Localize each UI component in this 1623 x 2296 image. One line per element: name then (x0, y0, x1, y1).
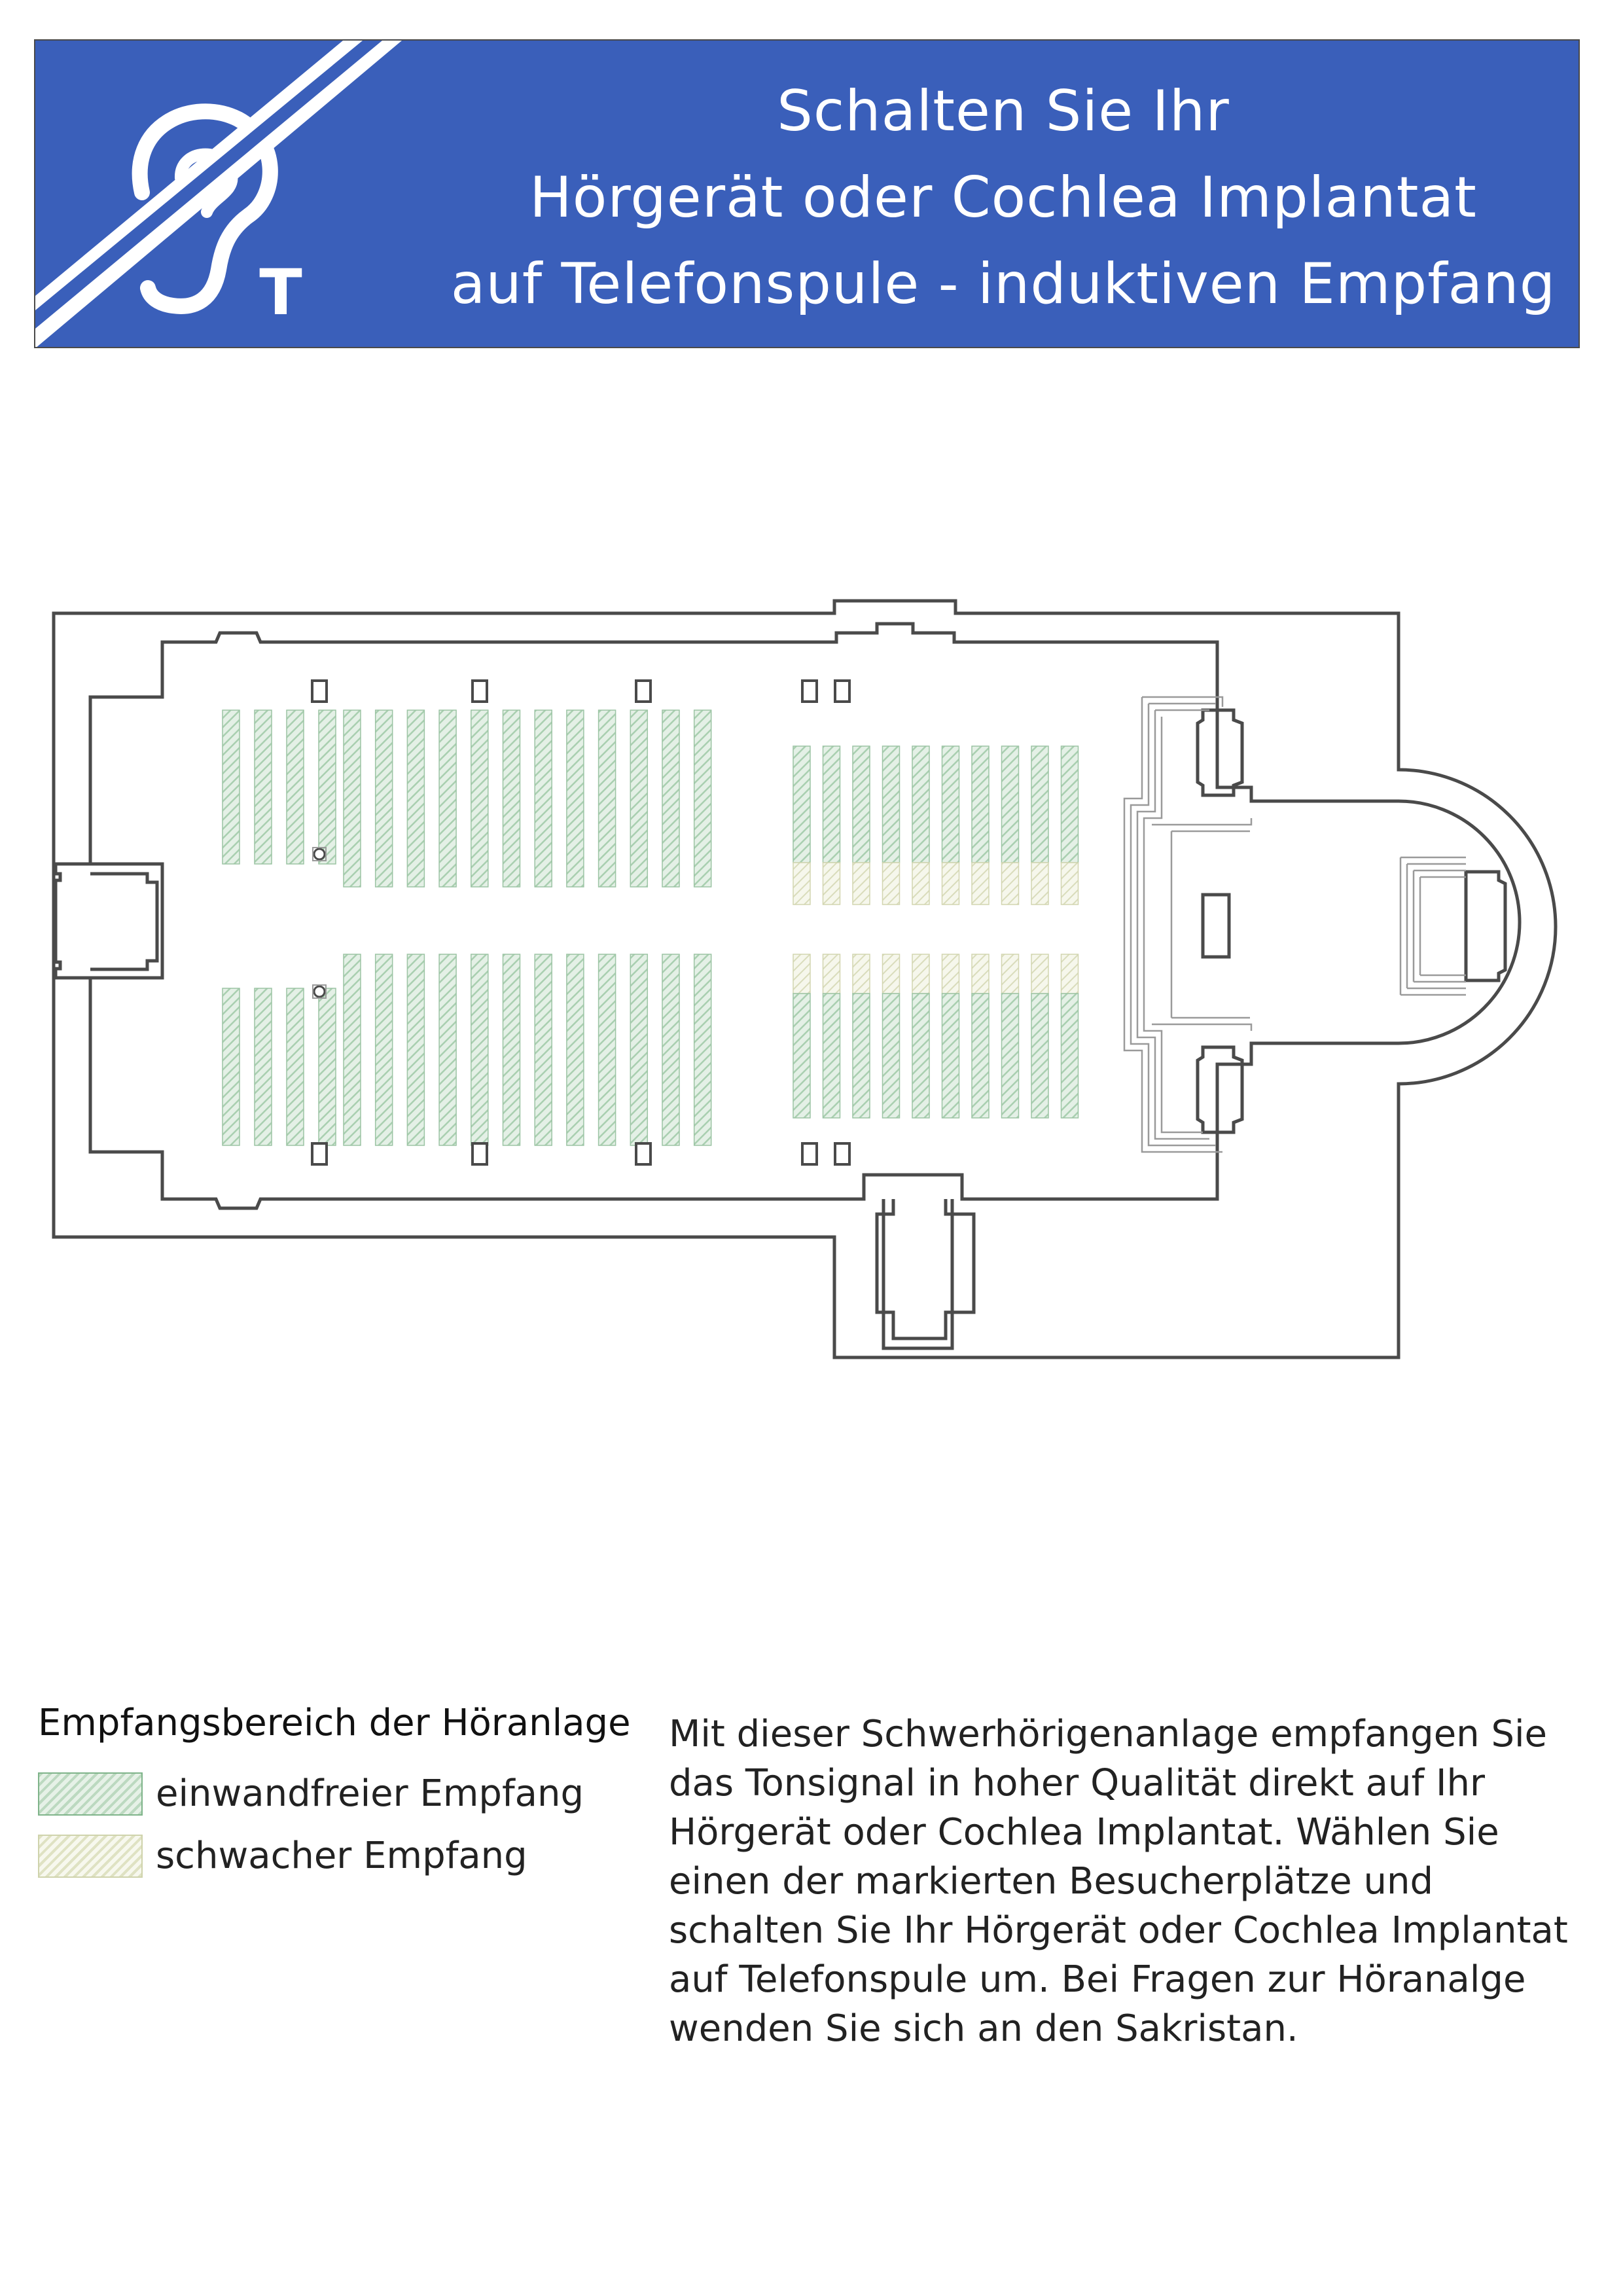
pew-good-reception (287, 988, 304, 1145)
church-floor-plan (0, 569, 1623, 1374)
header-banner (34, 39, 1580, 348)
pew-good-reception (823, 994, 840, 1118)
sacristy-inner (877, 1199, 974, 1338)
pew-good-reception (853, 746, 870, 863)
altar-table (1203, 895, 1229, 957)
pew-good-reception (344, 710, 361, 887)
pew-good-reception (319, 988, 336, 1145)
pew-good-reception (1061, 746, 1079, 863)
pew-weak-reception (883, 954, 900, 994)
pew-good-reception (694, 954, 711, 1145)
pew-weak-reception (1031, 954, 1048, 994)
pew-good-reception (793, 994, 810, 1118)
legend-swatch-good (38, 1772, 143, 1816)
pew-good-reception (223, 988, 240, 1145)
legend-label: einwandfreier Empfang (156, 1772, 584, 1815)
pew-weak-reception (972, 954, 989, 994)
pew-weak-reception (912, 863, 929, 905)
pew-weak-reception (823, 863, 840, 905)
legend-title: Empfangsbereich der Höranlage (38, 1702, 631, 1744)
pew-good-reception (662, 710, 679, 887)
pew-good-reception (407, 710, 424, 887)
pew-good-reception (1031, 746, 1048, 863)
pew-good-reception (883, 994, 900, 1118)
pew-weak-reception (1061, 863, 1079, 905)
pew-weak-reception (942, 863, 959, 905)
nave-inner-wall (90, 624, 1520, 1208)
entrance-porch-inner (90, 874, 157, 969)
legend (38, 1702, 631, 1887)
pew-good-reception (439, 710, 456, 887)
pew-good-reception (471, 710, 488, 887)
pew-good-reception (376, 954, 393, 1145)
loop-amplifier-markers (313, 848, 326, 998)
crossed-ear-symbol (35, 41, 402, 348)
side-altar-bottom (1198, 1047, 1242, 1132)
pew-weak-reception (853, 954, 870, 994)
pew-good-reception (1061, 994, 1079, 1118)
info-text (669, 1710, 1585, 2053)
info-line: schalten Sie Ihr Hörgerät oder Cochlea Implantat (669, 1909, 1568, 1952)
pew-weak-reception (1061, 954, 1079, 994)
entrance-porch (56, 864, 90, 978)
hearing-loop-ear-icon (35, 41, 428, 348)
pew-good-reception (972, 994, 989, 1118)
info-line: Mit dieser Schwerhörigenanlage empfangen Sie (669, 1713, 1548, 1755)
pew-weak-reception (823, 954, 840, 994)
main-altar (1466, 872, 1505, 980)
t-coil-letter: T (259, 256, 302, 329)
info-line: Hörgerät oder Cochlea Implantat. Wählen Sie (669, 1811, 1499, 1854)
pew-good-reception (567, 954, 584, 1145)
pew-good-reception (630, 710, 647, 887)
pew-good-reception (942, 746, 959, 863)
pew-good-reception (912, 994, 929, 1118)
legend-swatch-weak (38, 1835, 143, 1878)
pew-good-reception (255, 710, 272, 864)
pew-weak-reception (853, 863, 870, 905)
pew-good-reception (344, 954, 361, 1145)
pew-good-reception (223, 710, 240, 864)
pew-good-reception (503, 710, 520, 887)
pew-good-reception (942, 994, 959, 1118)
legend-item-weak (38, 1825, 627, 1887)
info-line: einen der markierten Besucherplätze und (669, 1860, 1433, 1903)
pew-weak-reception (972, 863, 989, 905)
pew-good-reception (439, 954, 456, 1145)
legend-item-good (38, 1763, 627, 1825)
header-title (441, 68, 1565, 327)
pew-good-reception (535, 954, 552, 1145)
pew-good-reception (630, 954, 647, 1145)
pew-good-reception (535, 710, 552, 887)
info-line: auf Telefonspule um. Bei Fragen zur Höranalge (669, 1958, 1526, 2001)
pews (223, 710, 1079, 1145)
pew-weak-reception (1002, 954, 1019, 994)
pew-good-reception (853, 994, 870, 1118)
pew-good-reception (255, 988, 272, 1145)
info-line: wenden Sie sich an den Sakristan. (669, 2007, 1298, 2050)
header-title-line: auf Telefonspule - induktiven Empfang (450, 251, 1556, 317)
header-title-line: Hörgerät oder Cochlea Implantat (529, 165, 1477, 230)
pew-good-reception (599, 710, 616, 887)
pew-weak-reception (1031, 863, 1048, 905)
info-line: das Tonsignal in hoher Qualität direkt auf Ihr (669, 1762, 1486, 1804)
pew-good-reception (319, 710, 336, 864)
pew-weak-reception (793, 954, 810, 994)
pew-weak-reception (1002, 863, 1019, 905)
pew-good-reception (503, 954, 520, 1145)
pew-good-reception (567, 710, 584, 887)
pew-good-reception (471, 954, 488, 1145)
pew-weak-reception (793, 863, 810, 905)
pew-good-reception (694, 710, 711, 887)
pew-good-reception (376, 710, 393, 887)
pew-good-reception (662, 954, 679, 1145)
legend-label: schwacher Empfang (156, 1835, 527, 1877)
pew-weak-reception (883, 863, 900, 905)
pew-good-reception (1031, 994, 1048, 1118)
pew-good-reception (287, 710, 304, 864)
pew-good-reception (407, 954, 424, 1145)
pew-good-reception (912, 746, 929, 863)
pew-good-reception (1002, 994, 1019, 1118)
pew-weak-reception (912, 954, 929, 994)
pew-weak-reception (942, 954, 959, 994)
pew-good-reception (883, 746, 900, 863)
pew-good-reception (1002, 746, 1019, 863)
pew-good-reception (972, 746, 989, 863)
pew-good-reception (823, 746, 840, 863)
pew-good-reception (599, 954, 616, 1145)
pew-good-reception (793, 746, 810, 863)
header-title-line: Schalten Sie Ihr (777, 79, 1230, 144)
side-altar-top (1198, 710, 1242, 795)
